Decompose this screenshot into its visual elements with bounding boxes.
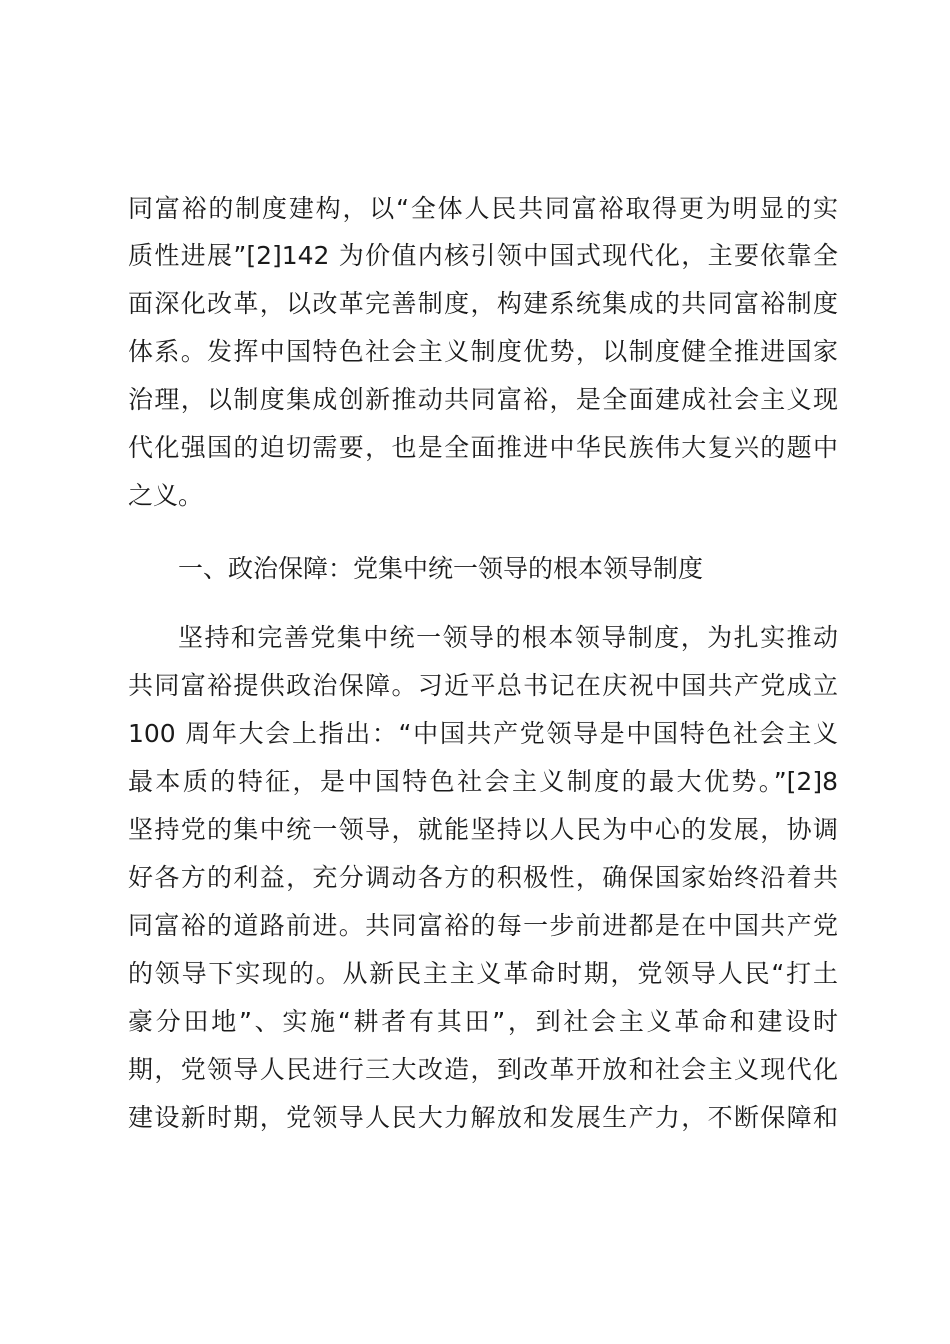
- paragraph-2-line-6: 好各方的利益，充分调动各方的积极性，确保国家始终沿着共: [128, 863, 838, 892]
- paragraph-2-line-10: 期，党领导人民进行三大改造，到改革开放和社会主义现代化: [128, 1055, 838, 1084]
- paragraph-2-line-7: 同富裕的道路前进。共同富裕的每一步前进都是在中国共产党: [128, 911, 838, 940]
- section-heading: 一、政治保障：党集中统一领导的根本领导制度: [178, 554, 704, 583]
- paragraph-1-line-7: 之义。: [128, 481, 204, 510]
- paragraph-2-line-3: 100 周年大会上指出：“中国共产党领导是中国特色社会主义: [128, 719, 838, 748]
- paragraph-2-line-9: 豪分田地”、实施“耕者有其田”，到社会主义革命和建设时: [128, 1007, 838, 1036]
- paragraph-1-line-4: 体系。发挥中国特色社会主义制度优势，以制度健全推进国家: [128, 337, 838, 366]
- paragraph-2-line-8: 的领导下实现的。从新民主主义革命时期，党领导人民“打土: [128, 959, 838, 988]
- paragraph-1-line-6: 代化强国的迫切需要，也是全面推进中华民族伟大复兴的题中: [128, 433, 838, 462]
- paragraph-2-line-11: 建设新时期，党领导人民大力解放和发展生产力，不断保障和: [128, 1103, 838, 1132]
- paragraph-2-line-4: 最本质的特征，是中国特色社会主义制度的最大优势。”[2]8: [128, 767, 838, 796]
- paragraph-1-line-2: 质性进展”[2]142 为价值内核引领中国式现代化，主要依靠全: [128, 241, 838, 270]
- paragraph-2-line-5: 坚持党的集中统一领导，就能坚持以人民为中心的发展，协调: [128, 815, 838, 844]
- paragraph-2-line-2: 共同富裕提供政治保障。习近平总书记在庆祝中国共产党成立: [128, 671, 838, 700]
- paragraph-2-line-1: 坚持和完善党集中统一领导的根本领导制度，为扎实推动: [178, 623, 838, 652]
- paragraph-1-line-1: 同富裕的制度建构，以“全体人民共同富裕取得更为明显的实: [128, 194, 838, 223]
- paragraph-1-line-5: 治理，以制度集成创新推动共同富裕，是全面建成社会主义现: [128, 385, 838, 414]
- paragraph-1-line-3: 面深化改革，以改革完善制度，构建系统集成的共同富裕制度: [128, 289, 838, 318]
